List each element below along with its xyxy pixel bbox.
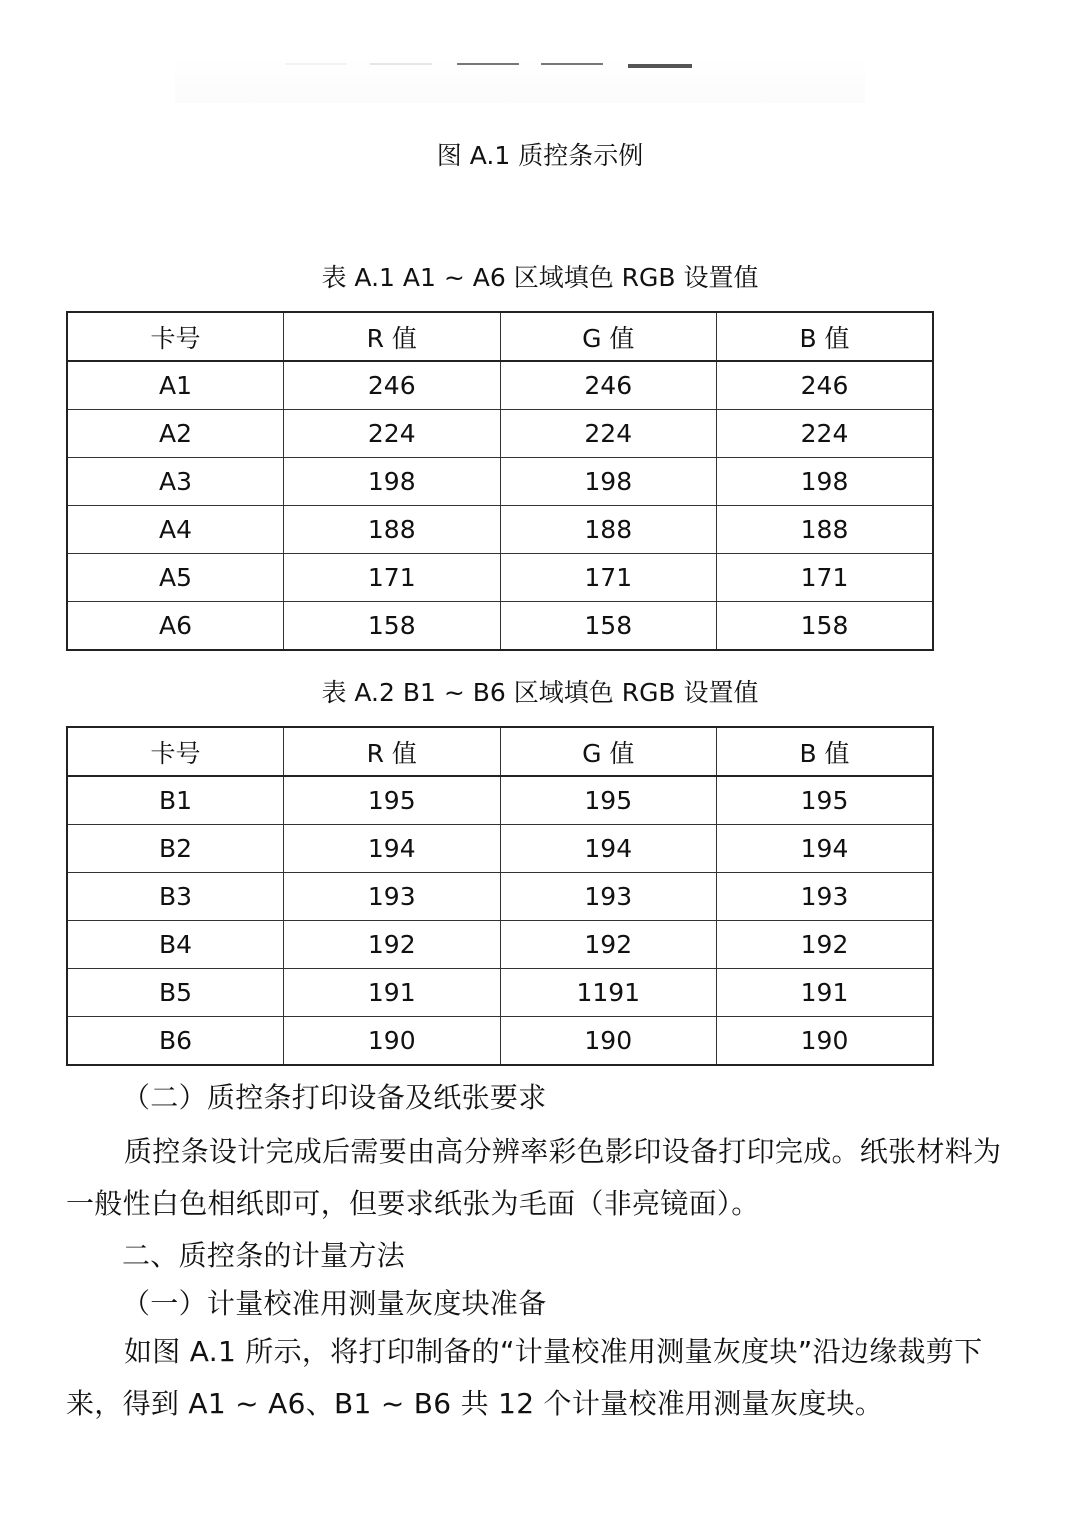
- strip-patch: [628, 64, 692, 68]
- cell-card: A6: [67, 602, 284, 651]
- table-a1: [66, 311, 934, 651]
- cell-r: 193: [284, 873, 501, 921]
- table-row: [67, 361, 933, 410]
- cell-card: A1: [67, 361, 284, 410]
- header-r-value: R 值: [284, 312, 501, 361]
- cell-g: 192: [500, 921, 717, 969]
- table-row: [67, 825, 933, 873]
- cell-r: 192: [284, 921, 501, 969]
- cell-g: 171: [500, 554, 717, 602]
- cell-card: B5: [67, 969, 284, 1017]
- figure-caption: 图 A.1 质控条示例: [436, 141, 644, 170]
- header-card-number: 卡号: [67, 312, 284, 361]
- strip-patch: [370, 63, 432, 65]
- quality-control-strip-figure: [175, 55, 865, 103]
- cell-r: 246: [284, 361, 501, 410]
- cell-g: 195: [500, 776, 717, 825]
- cell-g: 193: [500, 873, 717, 921]
- cell-g: 194: [500, 825, 717, 873]
- cell-r: 195: [284, 776, 501, 825]
- cell-r: 198: [284, 458, 501, 506]
- cell-card: A4: [67, 506, 284, 554]
- cell-g: 1191: [500, 969, 717, 1017]
- cell-b: 158: [717, 602, 934, 651]
- cell-g: 158: [500, 602, 717, 651]
- paragraph-preparation: 如图 A.1 所示，将打印制备的“计量校准用测量灰度块”沿边缘裁剪下来，得到 A1 ~ A6、B1 ~ B6 共 12 个计量校准用测量灰度块。: [66, 1335, 983, 1420]
- cell-r: 191: [284, 969, 501, 1017]
- cell-r: 224: [284, 410, 501, 458]
- header-b-value: B 值: [717, 312, 934, 361]
- paragraph-printing-requirements: 质控条设计完成后需要由高分辨率彩色影印设备打印完成。纸张材料为一般性白色相纸即可，但要求纸张为毛面（非亮镜面）。: [66, 1135, 1002, 1220]
- table-a2: [66, 726, 934, 1066]
- cell-card: B1: [67, 776, 284, 825]
- table-header-row: [67, 727, 933, 776]
- cell-g: 198: [500, 458, 717, 506]
- cell-b: 171: [717, 554, 934, 602]
- table-row: [67, 554, 933, 602]
- cell-g: 188: [500, 506, 717, 554]
- header-g-value: G 值: [500, 727, 717, 776]
- cell-r: 158: [284, 602, 501, 651]
- cell-g: 246: [500, 361, 717, 410]
- strip-patch: [457, 63, 519, 65]
- table-header-row: [67, 312, 933, 361]
- header-b-value: B 值: [717, 727, 934, 776]
- cell-card: A3: [67, 458, 284, 506]
- table-row: [67, 506, 933, 554]
- table-a2-caption: 表 A.2 B1 ~ B6 区域填色 RGB 设置值: [321, 678, 759, 707]
- cell-b: 193: [717, 873, 934, 921]
- cell-b: 224: [717, 410, 934, 458]
- header-card-number: 卡号: [67, 727, 284, 776]
- cell-b: 246: [717, 361, 934, 410]
- strip-patch: [285, 63, 347, 65]
- table-row: [67, 458, 933, 506]
- section-heading-method: 二、质控条的计量方法: [122, 1239, 406, 1272]
- table-row: [67, 873, 933, 921]
- cell-r: 194: [284, 825, 501, 873]
- table-row: [67, 776, 933, 825]
- cell-b: 191: [717, 969, 934, 1017]
- cell-r: 190: [284, 1017, 501, 1066]
- header-r-value: R 值: [284, 727, 501, 776]
- section-heading-preparation: （一）计量校准用测量灰度块准备: [122, 1287, 547, 1320]
- cell-b: 195: [717, 776, 934, 825]
- cell-b: 192: [717, 921, 934, 969]
- table-row: [67, 1017, 933, 1066]
- cell-b: 188: [717, 506, 934, 554]
- cell-g: 224: [500, 410, 717, 458]
- cell-r: 171: [284, 554, 501, 602]
- cell-card: A2: [67, 410, 284, 458]
- cell-b: 190: [717, 1017, 934, 1066]
- header-g-value: G 值: [500, 312, 717, 361]
- section-heading-printing: （二）质控条打印设备及纸张要求: [122, 1081, 547, 1114]
- cell-card: A5: [67, 554, 284, 602]
- table-row: [67, 410, 933, 458]
- cell-r: 188: [284, 506, 501, 554]
- table-row: [67, 921, 933, 969]
- cell-g: 190: [500, 1017, 717, 1066]
- cell-b: 198: [717, 458, 934, 506]
- cell-b: 194: [717, 825, 934, 873]
- table-row: [67, 602, 933, 651]
- cell-card: B3: [67, 873, 284, 921]
- strip-patch: [541, 63, 603, 65]
- table-row: [67, 969, 933, 1017]
- cell-card: B4: [67, 921, 284, 969]
- cell-card: B2: [67, 825, 284, 873]
- table-a1-caption: 表 A.1 A1 ~ A6 区域填色 RGB 设置值: [321, 263, 759, 292]
- cell-card: B6: [67, 1017, 284, 1066]
